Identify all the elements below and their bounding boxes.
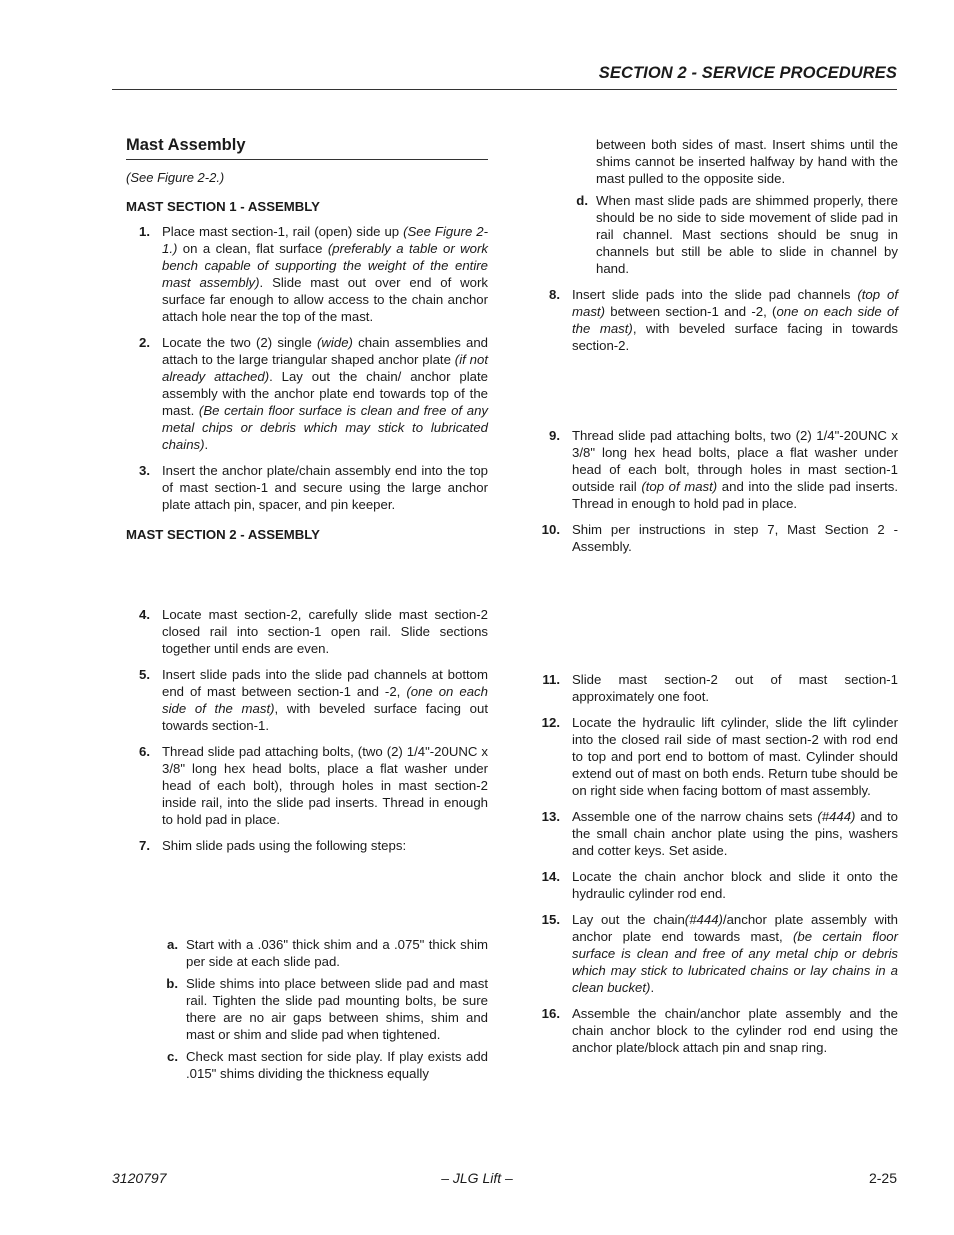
header-rule	[112, 89, 897, 90]
step-2	[126, 334, 488, 453]
step-7	[126, 837, 488, 854]
substep-d	[536, 192, 898, 277]
step-number: 8.	[549, 287, 560, 302]
step-number: 7.	[139, 838, 150, 853]
footer-brand: – JLG Lift –	[441, 1170, 513, 1186]
substep-text: When mast slide pads are shimmed properly, there should be no side to side movement of slide pad in rail channel. Mast sections should be snug in channels but still be able to slide in channel by hand.	[596, 193, 898, 276]
step-11	[536, 671, 898, 705]
step-text: Locate the chain anchor block and slide it onto the hydraulic cylinder rod end.	[572, 869, 898, 901]
step-4	[126, 606, 488, 657]
step-number: 2.	[139, 335, 150, 350]
mast-assembly-heading: Mast Assembly	[126, 136, 488, 160]
step-number: 16.	[541, 1006, 560, 1021]
substep-a	[126, 936, 488, 970]
step-text: Insert slide pads into the slide pad channels at bottom end of mast between section-1 and -2, (one on each side of the mast), with beveled surface facing out towards section-1.	[162, 667, 488, 733]
substep-letter: d.	[576, 193, 588, 208]
substep-text: Check mast section for side play. If play exists add .015" shims dividing the thickness equally	[186, 1049, 488, 1081]
substep-letter: b.	[166, 976, 178, 991]
step-text: Locate the hydraulic lift cylinder, slide the lift cylinder into the closed rail side of mast section-2 with rod end to top and port end to bottom of mast. Cylinder should extend out of mast on both ends. Return tube should be on right side when facing bottom of mast assembly.	[572, 715, 898, 798]
step-number: 6.	[139, 744, 150, 759]
step-text: Assemble one of the narrow chains sets (#444) and to the small chain anchor plate using the pins, washers and cotter keys. Set aside.	[572, 809, 898, 858]
substep-b	[126, 975, 488, 1043]
step-number: 11.	[542, 672, 560, 687]
substep-letter: c.	[167, 1049, 178, 1064]
step-16	[536, 1005, 898, 1056]
step-15	[536, 911, 898, 996]
substep-c-continued: between both sides of mast. Insert shims until the shims cannot be inserted halfway by hand with the mast pulled to the opposite side.	[596, 137, 898, 186]
step-9	[536, 427, 898, 512]
substep-letter: a.	[167, 937, 178, 952]
step-text: Place mast section-1, rail (open) side up (See Figure 2-1.) on a clean, flat surface (preferably a table or work bench capable of supporting the weight of the entire mast assembly). Slide mast out over end of work surface far enough to allow access to the chain anchor attach hole near the top of the mast.	[162, 224, 488, 324]
step-number: 12.	[541, 715, 560, 730]
step-number: 13.	[541, 809, 560, 824]
step-number: 1.	[139, 224, 150, 239]
step-text: Locate mast section-2, carefully slide mast section-2 closed rail into section-1 open rail. Slide sections together until ends are even.	[162, 607, 488, 656]
step-8	[536, 286, 898, 354]
see-figure-note: (See Figure 2-2.)	[126, 170, 225, 185]
step-text: Shim slide pads using the following steps:	[162, 838, 407, 853]
mast-section-1-subhead: MAST SECTION 1 - ASSEMBLY	[126, 199, 320, 214]
step-text: Thread slide pad attaching bolts, (two (2) 1/4"-20UNC x 3/8" long hex head bolts, place a flat washer under head of each bolt), through holes in mast section-2 inside rail, into the slide pad inserts. Thread in enough to hold pad in place.	[162, 744, 488, 827]
step-number: 4.	[139, 607, 150, 622]
step-text: Insert slide pads into the slide pad channels (top of mast) between section-1 and -2, (one on each side of the mast), with beveled surface facing in towards section-2.	[572, 287, 899, 353]
step-1	[126, 223, 488, 325]
step-text: Shim per instructions in step 7, Mast Section 2 - Assembly.	[572, 522, 898, 554]
step-text: Slide mast section-2 out of mast section-1 approximately one foot.	[572, 672, 898, 704]
step-number: 9.	[549, 428, 560, 443]
mast-section-2-subhead: MAST SECTION 2 - ASSEMBLY	[126, 527, 320, 542]
step-number: 3.	[139, 463, 150, 478]
step-14	[536, 868, 898, 902]
footer-doc-number: 3120797	[112, 1170, 167, 1186]
right-column	[536, 136, 898, 1056]
substep-text: Start with a .036" thick shim and a .075" thick shim per side at each slide pad.	[186, 937, 488, 969]
substep-text: Slide shims into place between slide pad and mast rail. Tighten the slide pad mounting bolts, be sure there are no air gaps between shims, shim and mast or shim and slide pad when tightened.	[186, 976, 488, 1042]
step-text: Insert the anchor plate/chain assembly end into the top of mast section-1 and secure using the large anchor plate attach pin, spacer, and pin keeper.	[162, 463, 488, 512]
step-text: Assemble the chain/anchor plate assembly and the chain anchor block to the cylinder rod end using the anchor plate/block attach pin and snap ring.	[572, 1006, 898, 1055]
step-number: 15.	[541, 912, 560, 927]
step-number: 5.	[139, 667, 150, 682]
step-12	[536, 714, 898, 799]
footer-page-number: 2-25	[868, 1170, 897, 1186]
substep-c	[126, 1048, 488, 1082]
step-text: Locate the two (2) single (wide) chain assemblies and attach to the large triangular shaped anchor plate (if not already attached). Lay out the chain/ anchor plate assembly with the anchor plate end towards top of the mast. (Be certain floor surface is clean and free of any metal chips or debris which may stick to lubricated chains).	[162, 335, 489, 452]
left-column	[126, 136, 488, 1082]
step-number: 14.	[541, 869, 560, 884]
step-10	[536, 521, 898, 555]
step-6	[126, 743, 488, 828]
step-5	[126, 666, 488, 734]
step-13	[536, 808, 898, 859]
step-3	[126, 462, 488, 513]
step-text: Thread slide pad attaching bolts, two (2) 1/4"-20UNC x 3/8" long hex head bolts, place a flat washer under head of each bolt, through holes in mast section-1 outside rail (top of mast) and into the slide pad inserts. Thread in enough to hold pad in place.	[572, 428, 898, 511]
section-title: SECTION 2 - SERVICE PROCEDURES	[598, 64, 897, 82]
step-number: 10.	[541, 522, 560, 537]
step-text: Lay out the chain(#444)/anchor plate assembly with anchor plate end towards mast, (be certain floor surface is clean and free of any metal chip or debris which may stick to lubricated chains or lay chains in a clean bucket).	[572, 912, 898, 995]
